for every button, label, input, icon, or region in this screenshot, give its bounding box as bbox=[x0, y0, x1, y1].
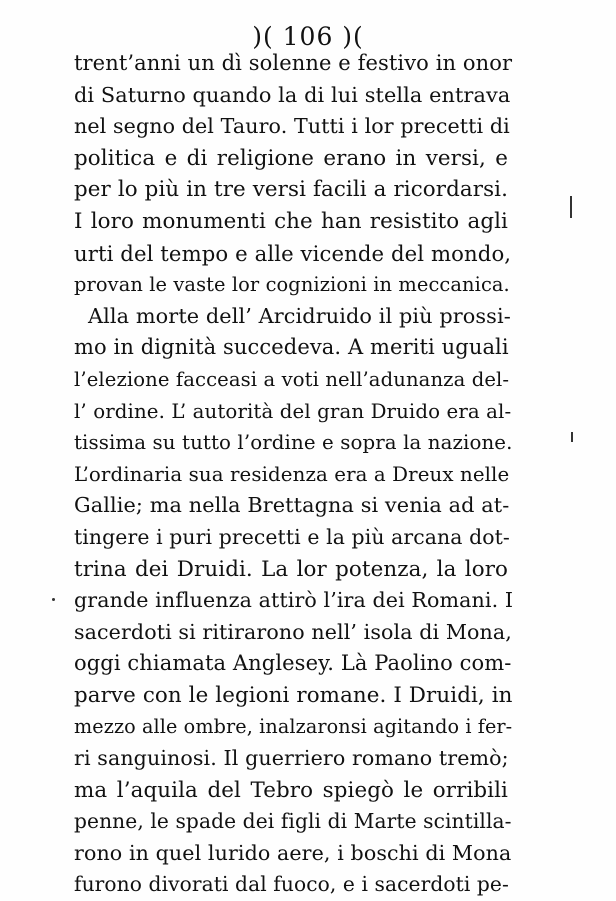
page-body-text bbox=[74, 48, 514, 901]
scan-speck bbox=[52, 598, 55, 601]
text-line: trina dei Druidi. La lor potenza, la loro bbox=[74, 556, 508, 582]
text-line: tingere i puri precetti e la più arcana dot- bbox=[74, 524, 510, 549]
text-line: provan le vaste lor cognizioni in meccanica. bbox=[74, 273, 510, 297]
text-line: oggi chiamata Anglesey. Là Paolino com- bbox=[74, 651, 512, 676]
text-line: di Saturno quando la di lui stella entrava bbox=[74, 82, 511, 107]
text-line: penne, le spade dei figli di Marte scintilla- bbox=[74, 809, 512, 834]
text-line: nel segno del Tauro. Tutti i lor precetti di bbox=[74, 114, 510, 139]
text-line: ri sanguinosi. Il guerriero romano tremò; bbox=[74, 746, 509, 771]
text-line: mezzo alle ombre, inalzaronsi agitando i fer- bbox=[74, 715, 513, 739]
text-line: parve con le legioni romane. I Druidi, in bbox=[74, 682, 513, 708]
text-line: politica e di religione erano in versi, e bbox=[74, 145, 508, 171]
text-line: rono in quel lurido aere, i boschi di Mona bbox=[74, 840, 512, 865]
text-line-paragraph-start: Alla morte dell’ Arcidruido il più prossi- bbox=[88, 303, 511, 328]
text-line: ma l’aquila del Tebro spiegò le orribili bbox=[74, 777, 508, 803]
text-line: grande influenza attirò l’ira dei Romani. I bbox=[74, 588, 514, 613]
text-line: I loro monumenti che han resistito agli bbox=[74, 208, 508, 234]
text-line: sacerdoti si ritirarono nell’ isola di Mona, bbox=[74, 619, 512, 644]
text-line: urti del tempo e alle vicende del mondo, bbox=[74, 240, 512, 266]
text-line: per lo più in tre versi facili a ricordarsi. bbox=[74, 177, 508, 203]
text-line: tissima su tutto l’ordine e sopra la nazione. bbox=[74, 431, 513, 455]
scan-speck bbox=[571, 432, 573, 442]
text-line: l’ ordine. L’ autorità del gran Druido era al- bbox=[74, 399, 512, 423]
text-line: mo in dignità succedeva. A meriti uguali bbox=[74, 335, 509, 360]
text-line: trent’anni un dì solenne e festivo in onor bbox=[74, 51, 513, 75]
text-line: furono divorati dal fuoco, e i sacerdoti pe- bbox=[74, 872, 509, 897]
scan-speck bbox=[570, 196, 572, 218]
text-line: l’elezione facceasi a voti nell’adunanza del- bbox=[74, 367, 510, 391]
text-line: L’ordinaria sua residenza era a Dreux nelle bbox=[74, 462, 510, 486]
text-line: Gallie; ma nella Brettagna si venia ad at- bbox=[74, 493, 510, 518]
page-number: )( 106 )( bbox=[252, 22, 364, 51]
